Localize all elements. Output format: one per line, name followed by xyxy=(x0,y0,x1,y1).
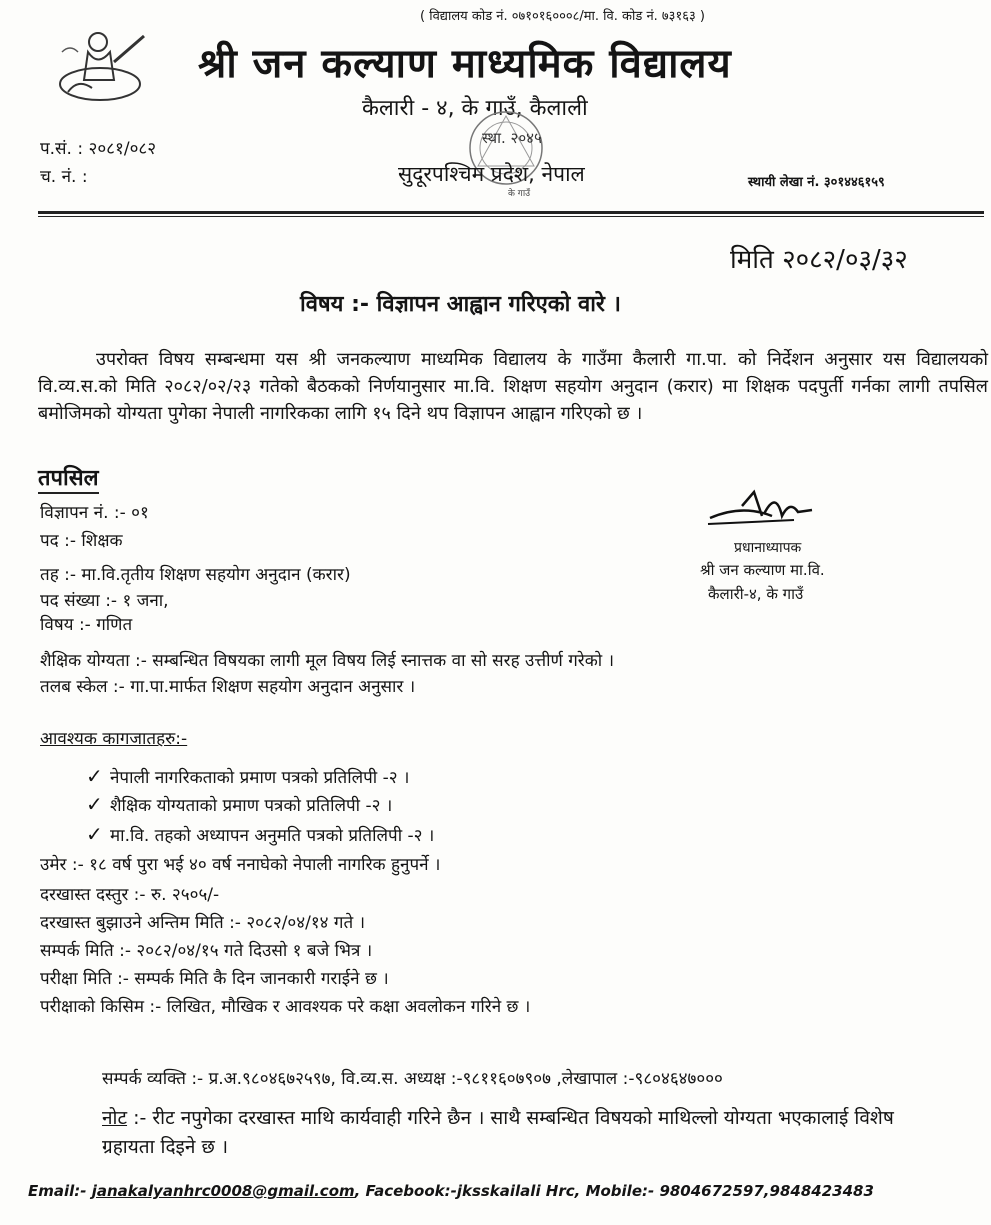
detail-post: पद :- शिक्षक xyxy=(40,531,123,551)
school-codes: ( विद्यालय कोड नं. ०७१०१६०००८/मा. वि. कोड नं. ७३१६३ ) xyxy=(420,9,705,24)
header-divider-thin xyxy=(38,216,984,217)
note-paragraph xyxy=(102,1104,952,1162)
condition-deadline: दरखास्त बुझाउने अन्तिम मिति :- २०८२/०४/१४ गते । xyxy=(40,913,366,933)
document-item xyxy=(86,792,392,816)
condition-age: उमेर :- १८ वर्ष पुरा भई ४० वर्ष ननाघेको नेपाली नागरिक हुनुपर्ने । xyxy=(40,855,441,875)
footer-social-mobile: , Facebook:-jksskailali Hrc, Mobile:- 9804672597,9848423483 xyxy=(354,1182,874,1200)
document-text: नेपाली नागरिकताको प्रमाण पत्रको प्रतिलिपी -२ । xyxy=(110,768,410,788)
email-label: Email:- xyxy=(28,1182,92,1200)
signature-school: श्री जन कल्याण मा.वि. xyxy=(700,561,825,579)
detail-level: तह :- मा.वि.तृतीय शिक्षण सहयोग अनुदान (करार) xyxy=(40,565,351,585)
footer-contact xyxy=(28,1182,874,1200)
check-icon: ✓ xyxy=(86,822,103,846)
document-item xyxy=(86,822,434,846)
note-text: :- रीट नपुगेका दरखास्त माथि कार्यवाही गरिने छैन । साथै सम्बन्धित विषयको माथिल्लो योग्यता भएकालाई विशेष ग्रहायता दिइने छ । xyxy=(102,1107,894,1158)
pan-number: स्थायी लेखा नं. ३०१४४६१५९ xyxy=(748,175,885,190)
document-text: शैक्षिक योग्यताको प्रमाण पत्रको प्रतिलिपी -२ । xyxy=(110,796,393,816)
detail-salary-scale: तलब स्केल :- गा.पा.मार्फत शिक्षण सहयोग अनुदान अनुसार । xyxy=(40,677,416,697)
tapasil-heading: तपसिल xyxy=(38,462,99,494)
contact-persons: सम्पर्क व्यक्ति :- प्र.अ.९८०४६७२५९७, वि.व्य.स. अध्यक्ष :-९८११६०७९०७ ,लेखापाल :-९८०४६४७००० xyxy=(102,1069,723,1089)
documents-heading: आवश्यक कागजातहरु:- xyxy=(40,729,188,749)
school-name: श्री जन कल्याण माध्यमिक विद्यालय xyxy=(198,41,732,87)
detail-subject: विषय :- गणित xyxy=(40,615,133,635)
check-icon: ✓ xyxy=(86,764,103,788)
condition-exam-date: परीक्षा मिति :- सम्पर्क मिति कै दिन जानकारी गराईने छ । xyxy=(40,969,389,989)
condition-fee: दरखास्त दस्तुर :- रु. २५०५/- xyxy=(40,885,220,905)
seal-established-year: स्था. २०४५ xyxy=(482,129,542,147)
letter-subject: विषय :- विज्ञापन आह्वान गरिएको वारे । xyxy=(300,292,621,317)
email-link[interactable]: janakalyanhrc0008@gmail.com xyxy=(91,1182,355,1200)
signature-title: प्रधानाध्यापक xyxy=(734,540,802,556)
school-province: सुदूरपश्चिम प्रदेश, नेपाल xyxy=(398,162,585,186)
check-icon: ✓ xyxy=(86,792,103,816)
dispatch-number: च. नं. : xyxy=(40,167,88,187)
detail-qualification: शैक्षिक योग्यता :- सम्बन्धित विषयका लागी मूल विषय लिई स्नात्तक वा सो सरह उत्तीर्ण गरेको । xyxy=(40,651,615,671)
condition-exam-type: परीक्षाको किसिम :- लिखित, मौखिक र आवश्यक परे कक्षा अवलोकन गरिने छ । xyxy=(40,997,531,1017)
school-address: कैलारी - ४, के गाउँ, कैलाली xyxy=(362,96,588,121)
note-label: नोट xyxy=(102,1107,128,1129)
document-item xyxy=(86,764,409,788)
saraswati-logo xyxy=(48,22,158,108)
seal-location: के गाउँ xyxy=(508,189,531,199)
condition-contact-date: सम्पर्क मिति :- २०८२/०४/१५ गते दिउसो १ बजे भित्र । xyxy=(40,941,373,961)
intro-paragraph xyxy=(38,346,988,427)
letter-date: मिति २०८२/०३/३२ xyxy=(730,245,908,275)
detail-ad-number: विज्ञापन नं. :- ०१ xyxy=(40,503,149,523)
intro-text: उपरोक्त विषय सम्बन्धमा यस श्री जनकल्याण माध्यमिक विद्यालय के गाउँमा कैलारी गा.पा. को निर्देशन अनुसार यस विद्यालयको वि.व्य.स.को मिति २०८२/०२/२३ गतेको बैठकको निर्णयानुसार मा.वि. शिक्षण सहयोग अनुदान (करार) मा शिक्षक पदपुर्ती गर्नका लागी तपसिल बमोजिमको योग्यता पुगेका नेपाली नागरिकका लागि १५ दिने थप विज्ञापन आह्वान गरिएको छ । xyxy=(38,349,988,424)
letter-number: प.सं. : २०८१/०८२ xyxy=(40,139,157,159)
detail-post-count: पद संख्या :- १ जना, xyxy=(40,591,169,611)
document-text: मा.वि. तहको अध्यापन अनुमति पत्रको प्रतिलिपी -२ । xyxy=(110,826,435,846)
header-divider xyxy=(38,211,984,214)
headmaster-signature xyxy=(702,486,834,538)
signature-address: कैलारी-४, के गाउँ xyxy=(708,585,804,603)
